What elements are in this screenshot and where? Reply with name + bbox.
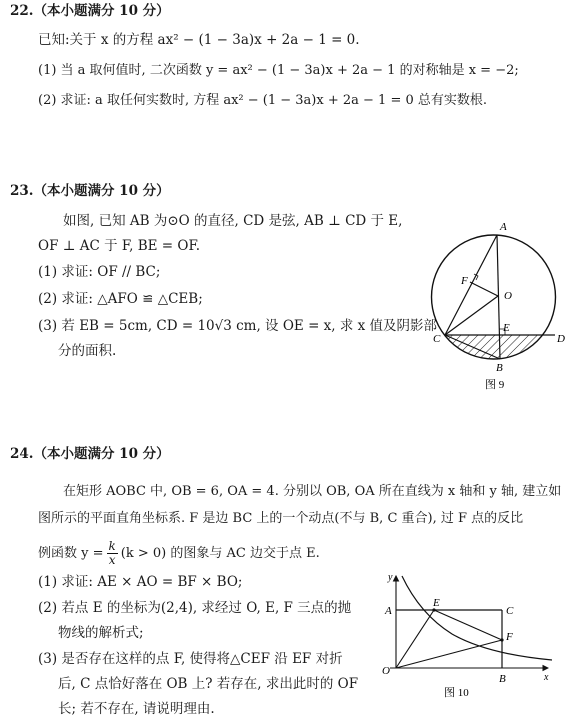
q24-header: 24.（本小题满分 10 分） [10, 446, 170, 462]
label-f: F [506, 631, 513, 643]
label-b: B [499, 673, 506, 685]
q24-stem-line1: 在矩形 AOBC 中, OB = 6, OA = 4. 分别以 OB, OA 所在直线为 x 轴和 y 轴, 建立如 [63, 484, 562, 499]
q22-part1: (1) 当 a 取何值时, 二次函数 y = ax² − (1 − 3a)x + 2a − 1 的对称轴是 x = −2; [38, 63, 519, 78]
q23-stem-line1: 如图, 已知 AB 为⊙O 的直径, CD 是弦, AB ⊥ CD 于 E, [63, 213, 403, 229]
q22-part2: (2) 求证: a 取任何实数时, 方程 ax² − (1 − 3a)x + 2a − 1 = 0 总有实数根. [38, 93, 488, 108]
point-f [500, 638, 503, 641]
q24-part3-line1: (3) 是否存在这样的点 F, 使得将△CEF 沿 EF 对折 [38, 651, 343, 667]
q24-part3-line3: 长; 若不存在, 请说明理由. [58, 701, 215, 717]
q24-part2-line1: (2) 若点 E 的坐标为(2,4), 求经过 O, E, F 三点的抛 [38, 600, 352, 616]
q23-part1: (1) 求证: OF // BC; [38, 264, 161, 280]
q23-stem-line2: OF ⊥ AC 于 F, BE = OF. [38, 238, 201, 254]
q23-header: 23.（本小题满分 10 分） [10, 183, 170, 199]
q23-part2: (2) 求证: △AFO ≌ △CEB; [38, 291, 203, 307]
segment-oc [445, 296, 498, 335]
q24-stem-line3-prefix: 例函数 y = [38, 546, 104, 562]
label-c: C [433, 333, 441, 345]
label-d: D [557, 333, 565, 345]
figure-9-circle-diagram [425, 218, 567, 393]
q24-stem-line2: 图所示的平面直角坐标系. F 是边 BC 上的一个动点(不与 B, C 重合), 过 F 点的反比 [38, 511, 524, 526]
figure-10-coordinate-diagram [372, 570, 564, 710]
q24-part1: (1) 求证: AE × AO = BF × BO; [38, 574, 243, 590]
label-f: F [461, 275, 468, 287]
label-b: B [496, 362, 503, 374]
figure-10-caption: 图 10 [444, 687, 469, 699]
q24-stem-line3-suffix: (k > 0) 的图象与 AC 边交于点 E. [120, 546, 320, 562]
q23-part3-line1: (3) 若 EB = 5cm, CD = 10√3 cm, 设 OE = x, 求 x 值及阴影部 [38, 318, 438, 334]
q23-part3-line2: 分的面积. [58, 343, 117, 359]
fraction-k-over-x [107, 540, 118, 567]
q22-stem: 已知:关于 x 的方程 ax² − (1 − 3a)x + 2a − 1 = 0. [38, 32, 360, 48]
label-x: x [544, 672, 549, 683]
q22-header: 22.（本小题满分 10 分） [10, 3, 170, 19]
label-e: E [503, 322, 510, 334]
q24-part2-line2: 物线的解析式; [58, 625, 144, 641]
label-e: E [433, 597, 440, 609]
label-a: A [385, 605, 392, 617]
label-o: O [504, 290, 512, 302]
label-c: C [506, 605, 514, 617]
q24-stem-line3 [38, 540, 320, 567]
figure-9-caption: 图 9 [485, 379, 505, 391]
q24-part3-line2: 后, C 点恰好落在 OB 上? 若存在, 求出此时的 OF [58, 676, 359, 692]
segment-of [470, 282, 498, 296]
fraction-denominator: x [108, 553, 116, 568]
label-o: O [382, 665, 390, 677]
label-a: A [500, 221, 507, 233]
hyperbola-curve [402, 576, 552, 660]
fraction-numerator: k [108, 539, 116, 553]
segment-ef [434, 610, 502, 640]
shaded-segment [445, 335, 542, 358]
label-y: y [388, 572, 393, 583]
